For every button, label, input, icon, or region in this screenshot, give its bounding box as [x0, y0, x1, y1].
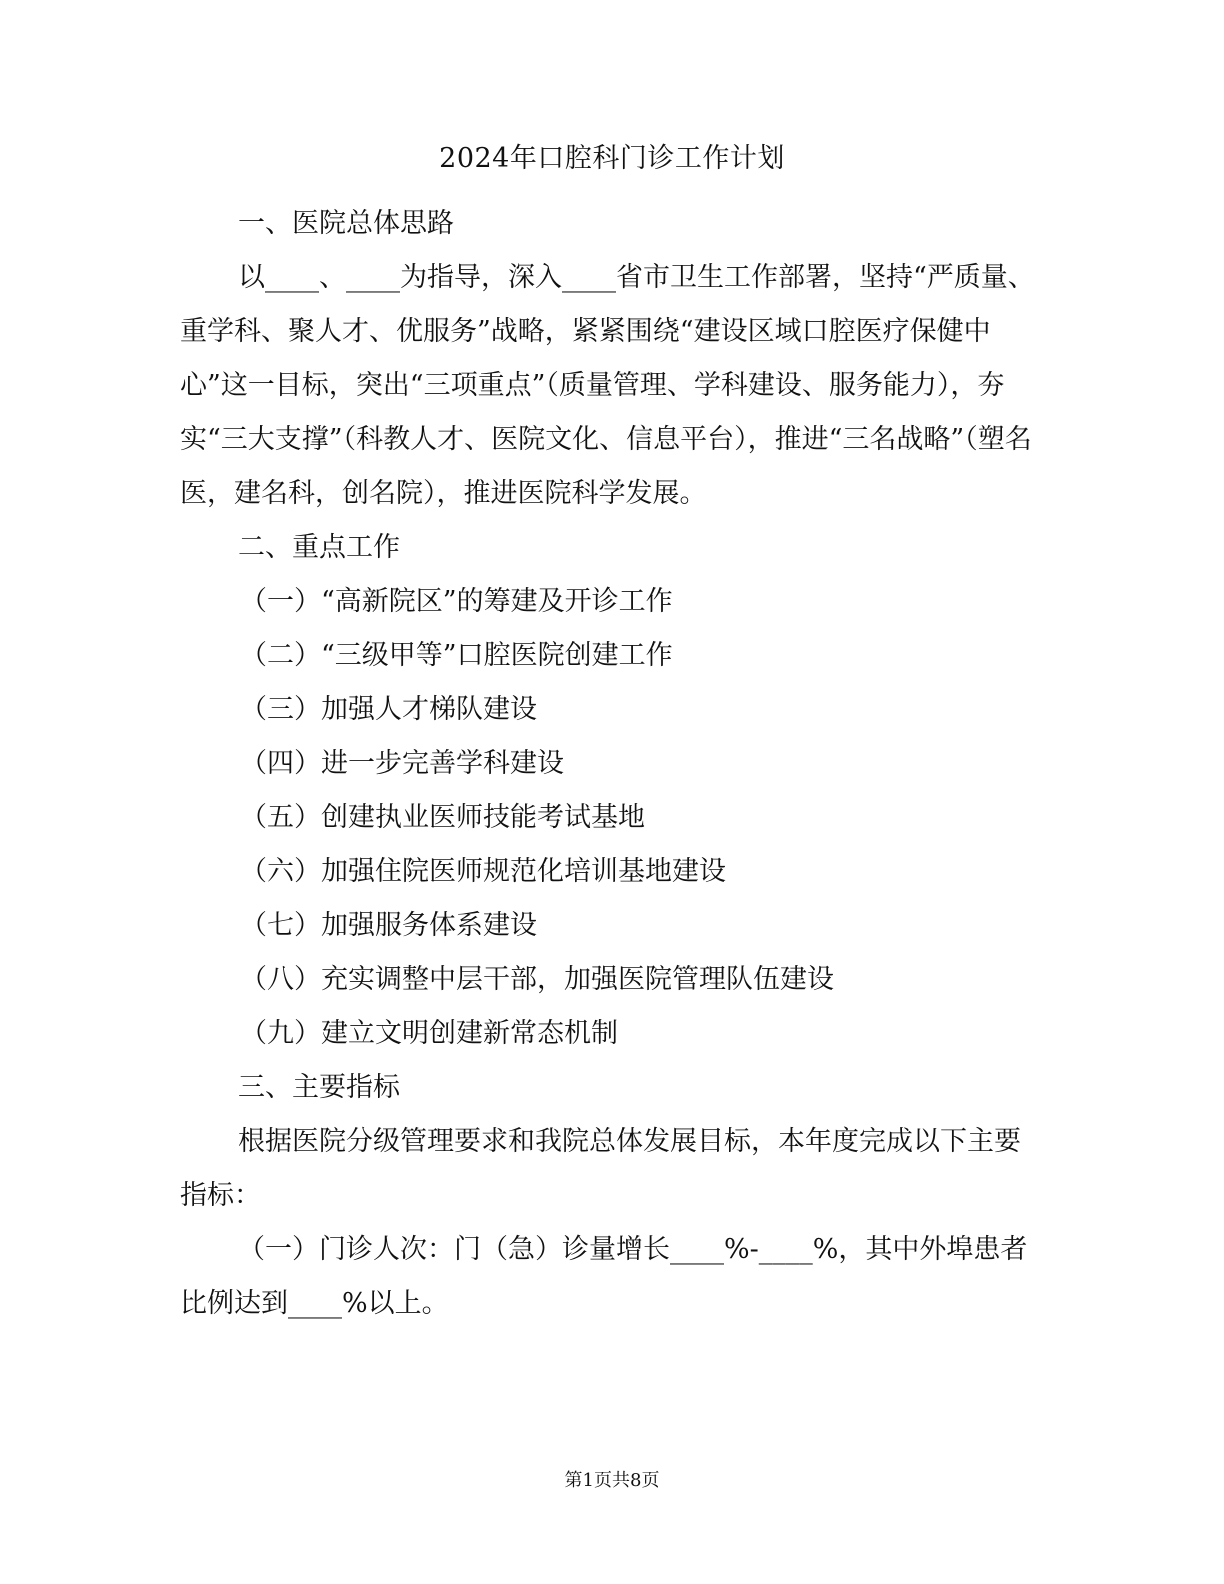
list-item: （三）加强人才梯队建设 [240, 694, 537, 725]
list-item: （四）进一步完善学科建设 [240, 748, 564, 779]
document-body [180, 197, 1040, 1331]
list-item: （九）建立文明创建新常态机制 [240, 1018, 618, 1049]
paragraph-indicator-outpatient: （一）门诊人次：门（急）诊量增长____%-____%，其中外埠患者比例达到____%以上。 [180, 1234, 1028, 1319]
list-item: （六）加强住院医师规范化培训基地建设 [240, 856, 726, 887]
paragraph-overall: 以____、____为指导，深入____省市卫生工作部署，坚持“严质量、重学科、聚人才、优服务”战略，紧紧围绕“建设区域口腔医疗保健中心”这一目标，突出“三项重点”（质量管理、学科建设、服务能力），夯实“三大支撑”（科教人才、医院文化、信息平台），推进“三名战略”（塑名医，建名科，创名院），推进医院科学发展。 [180, 262, 1035, 509]
section-heading-key-work: 二、重点工作 [238, 532, 400, 563]
list-item: （八）充实调整中层干部，加强医院管理队伍建设 [240, 964, 834, 995]
list-item: （五）创建执业医师技能考试基地 [240, 802, 645, 833]
paragraph-indicators-intro: 根据医院分级管理要求和我院总体发展目标，本年度完成以下主要指标： [180, 1126, 1021, 1211]
section-heading-overall: 一、医院总体思路 [238, 208, 454, 239]
page-number: 第1页共8页 [564, 1470, 660, 1491]
list-item: （七）加强服务体系建设 [240, 910, 537, 941]
list-item: （二）“三级甲等”口腔医院创建工作 [240, 640, 673, 671]
document-title: 2024年口腔科门诊工作计划 [439, 143, 785, 174]
list-item: （一）“高新院区”的筹建及开诊工作 [240, 586, 673, 617]
section-heading-indicators: 三、主要指标 [238, 1072, 400, 1103]
